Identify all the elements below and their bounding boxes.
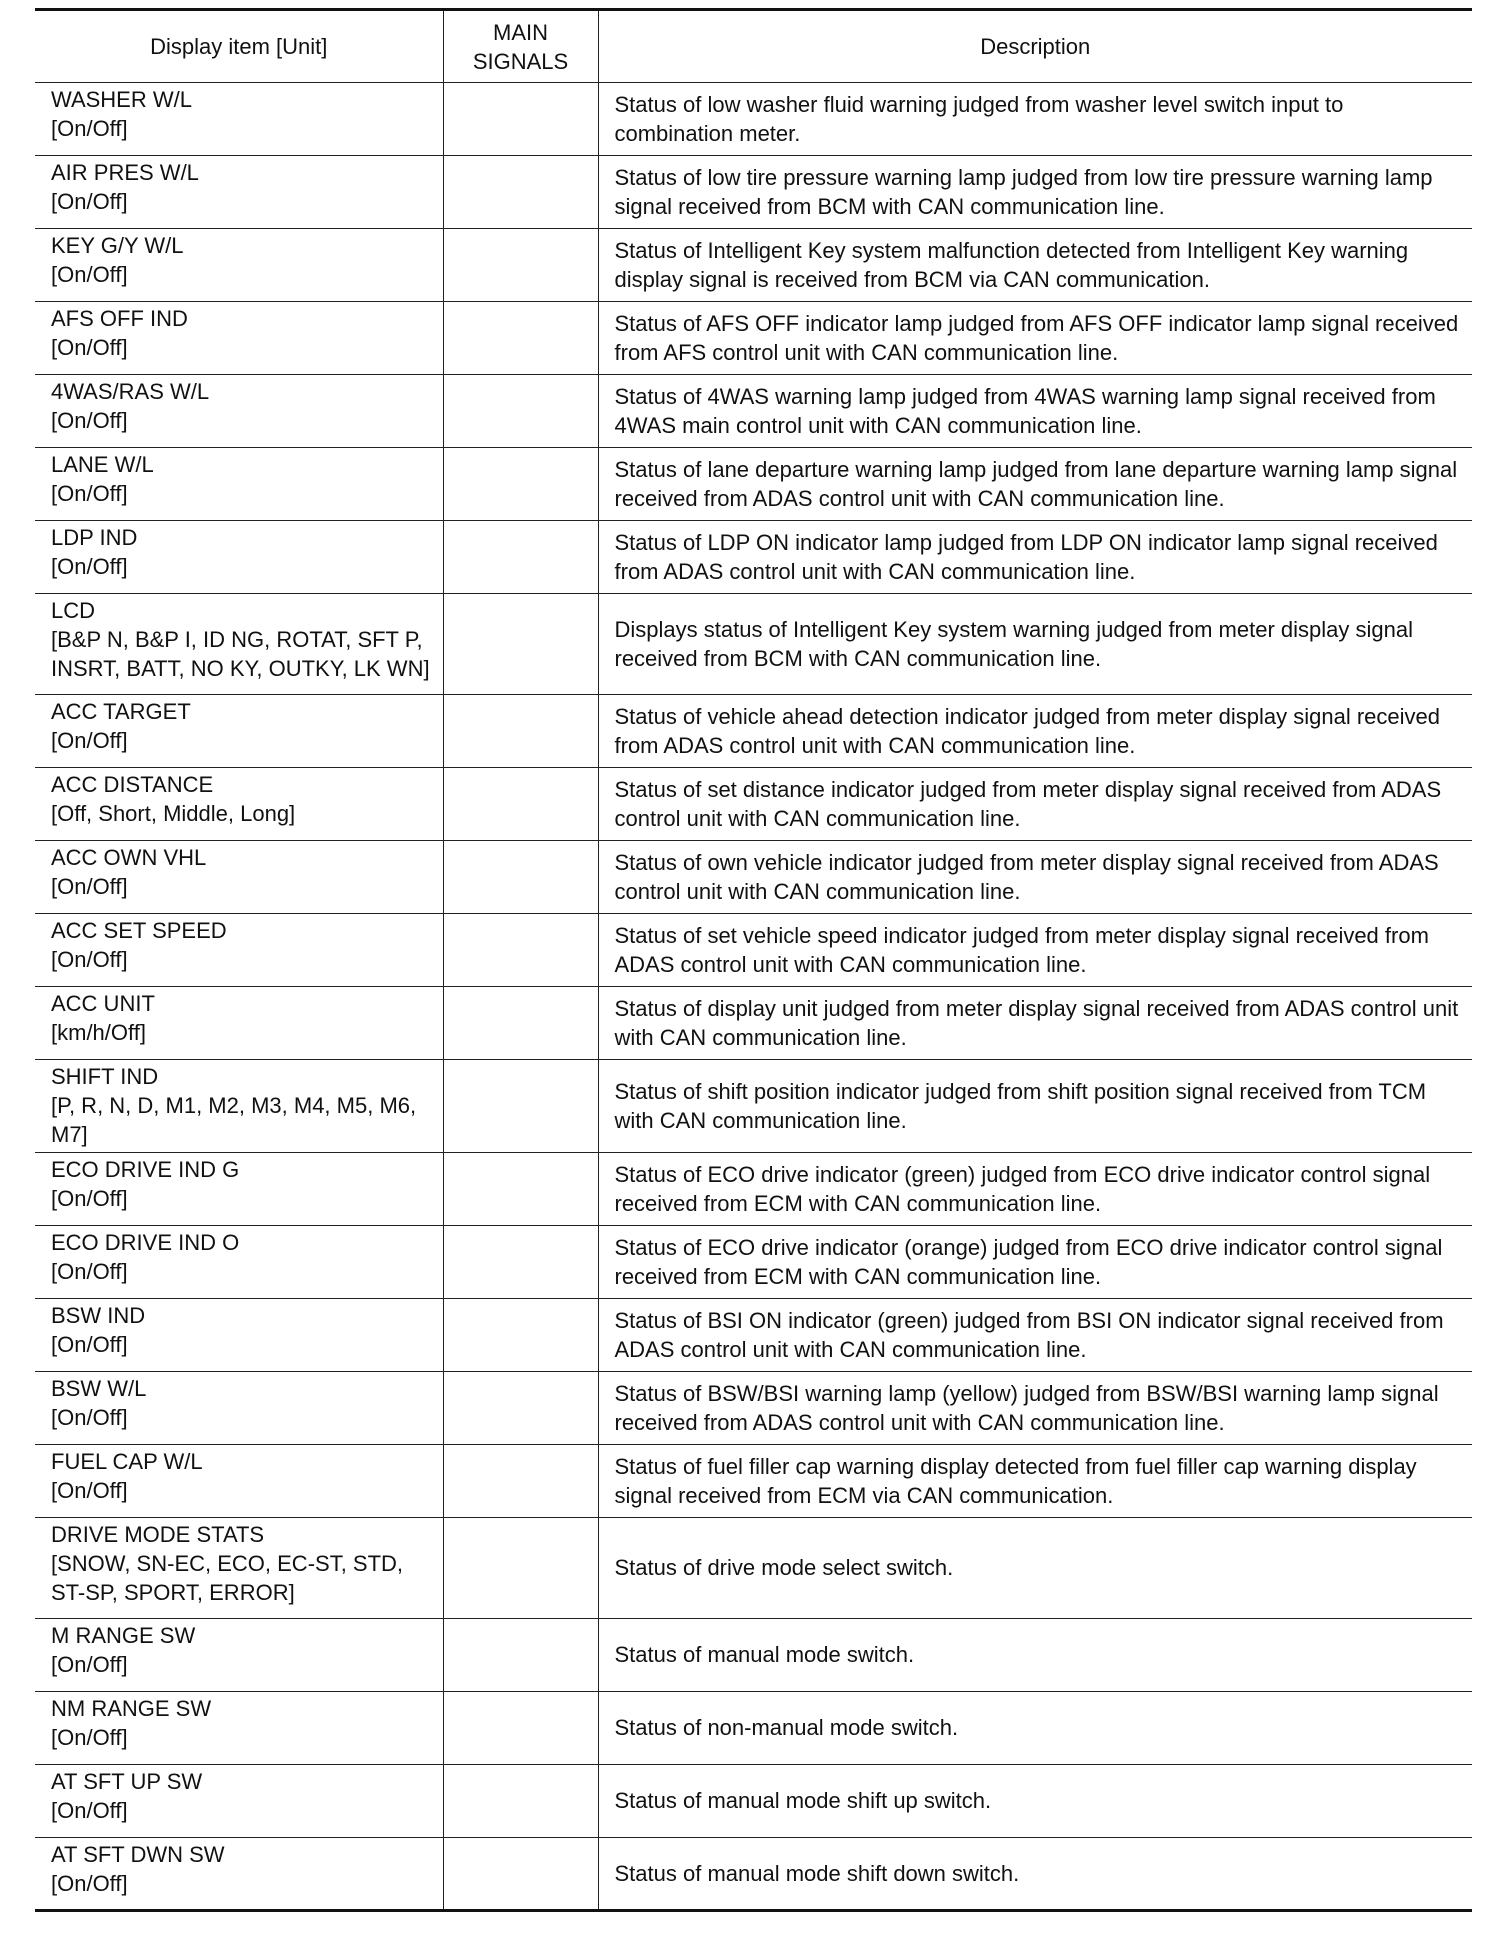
- header-display-item: Display item [Unit]: [35, 10, 443, 83]
- display-item-unit: [SNOW, SN-EC, ECO, EC-ST, STD, ST-SP, SPORT, ERROR]: [51, 1551, 404, 1605]
- table-row: [35, 768, 1472, 841]
- header-main-signals-line2: SIGNALS: [472, 48, 569, 74]
- display-item-name: ACC TARGET: [51, 699, 191, 724]
- table-row: [35, 521, 1472, 594]
- main-signals-cell: [443, 83, 598, 156]
- table-row: [35, 1838, 1472, 1911]
- display-item-name: WASHER W/L: [51, 87, 192, 112]
- description-cell: Status of ECO drive indicator (orange) judged from ECO drive indicator control signal received from ECM with CAN communication line.: [598, 1226, 1472, 1299]
- display-item-name: AT SFT DWN SW: [51, 1842, 225, 1867]
- display-item-name: NM RANGE SW: [51, 1696, 212, 1721]
- display-item-unit: [km/h/Off]: [51, 1020, 146, 1045]
- table-row: [35, 1765, 1472, 1838]
- table-row: [35, 1692, 1472, 1765]
- display-item-name: ACC DISTANCE: [51, 772, 214, 797]
- display-item-unit: [On/Off]: [51, 1186, 128, 1211]
- description-cell: Status of fuel filler cap warning display detected from fuel filler cap warning display signal received from ECM via CAN communication.: [598, 1445, 1472, 1518]
- display-item-unit: [On/Off]: [51, 1652, 128, 1677]
- main-signals-cell: [443, 1619, 598, 1692]
- display-item-unit: [P, R, N, D, M1, M2, M3, M4, M5, M6, M7]: [51, 1093, 417, 1147]
- main-signals-cell: [443, 768, 598, 841]
- table-row: [35, 841, 1472, 914]
- display-item-unit: [On/Off]: [51, 408, 128, 433]
- display-item-unit: [On/Off]: [51, 481, 128, 506]
- display-item-name: ECO DRIVE IND G: [51, 1157, 240, 1182]
- table-row: [35, 448, 1472, 521]
- description-cell: Status of low washer fluid warning judged from washer level switch input to combination meter.: [598, 83, 1472, 156]
- description-cell: Status of set vehicle speed indicator judged from meter display signal received from ADAS control unit with CAN communication line.: [598, 914, 1472, 987]
- main-signals-cell: [443, 1153, 598, 1226]
- description-cell: Displays status of Intelligent Key system warning judged from meter display signal received from BCM with CAN communication line.: [598, 594, 1472, 695]
- main-signals-cell: [443, 448, 598, 521]
- display-item-unit: [On/Off]: [51, 1405, 128, 1430]
- description-cell: Status of AFS OFF indicator lamp judged from AFS OFF indicator lamp signal received from AFS control unit with CAN communication line.: [598, 302, 1472, 375]
- display-item-name: KEY G/Y W/L: [51, 233, 184, 258]
- table-row: [35, 1445, 1472, 1518]
- main-signals-cell: [443, 1765, 598, 1838]
- display-item-unit: [On/Off]: [51, 189, 128, 214]
- display-item-name: ACC OWN VHL: [51, 845, 207, 870]
- table-row: [35, 695, 1472, 768]
- header-description: Description: [598, 10, 1472, 83]
- table-row: [35, 594, 1472, 695]
- display-item-cell: [35, 594, 443, 695]
- display-item-unit: [On/Off]: [51, 116, 128, 141]
- main-signals-cell: [443, 1518, 598, 1619]
- display-item-unit: [On/Off]: [51, 947, 128, 972]
- display-item-cell: [35, 1372, 443, 1445]
- table-row: [35, 229, 1472, 302]
- display-item-name: BSW IND: [51, 1303, 146, 1328]
- display-item-cell: [35, 1299, 443, 1372]
- table-row: [35, 1226, 1472, 1299]
- display-item-cell: [35, 302, 443, 375]
- display-item-cell: [35, 375, 443, 448]
- description-cell: Status of Intelligent Key system malfunction detected from Intelligent Key warning display signal is received from BCM via CAN communication.: [598, 229, 1472, 302]
- main-signals-cell: [443, 1226, 598, 1299]
- description-cell: Status of set distance indicator judged from meter display signal received from ADAS control unit with CAN communication line.: [598, 768, 1472, 841]
- main-signals-cell: [443, 1838, 598, 1911]
- display-item-name: AFS OFF IND: [51, 306, 188, 331]
- main-signals-cell: [443, 841, 598, 914]
- display-item-name: LDP IND: [51, 525, 138, 550]
- description-cell: Status of manual mode shift down switch.: [598, 1838, 1472, 1911]
- main-signals-cell: [443, 302, 598, 375]
- description-cell: Status of display unit judged from meter display signal received from ADAS control unit with CAN communication line.: [598, 987, 1472, 1060]
- display-item-unit: [Off, Short, Middle, Long]: [51, 801, 296, 826]
- display-item-unit: [On/Off]: [51, 1478, 128, 1503]
- header-row: [35, 10, 1472, 83]
- display-item-unit: [On/Off]: [51, 728, 128, 753]
- display-item-name: ACC SET SPEED: [51, 918, 227, 943]
- table-row: [35, 1372, 1472, 1445]
- description-cell: Status of manual mode shift up switch.: [598, 1765, 1472, 1838]
- display-item-cell: [35, 841, 443, 914]
- display-item-unit: [On/Off]: [51, 874, 128, 899]
- description-cell: Status of lane departure warning lamp judged from lane departure warning lamp signal received from ADAS control unit with CAN communication line.: [598, 448, 1472, 521]
- display-item-name: LCD: [51, 598, 96, 623]
- description-cell: Status of non-manual mode switch.: [598, 1692, 1472, 1765]
- display-item-cell: [35, 1765, 443, 1838]
- main-signals-cell: [443, 156, 598, 229]
- description-cell: Status of BSW/BSI warning lamp (yellow) judged from BSW/BSI warning lamp signal received from ADAS control unit with CAN communication line.: [598, 1372, 1472, 1445]
- table-row: [35, 1299, 1472, 1372]
- main-signals-cell: [443, 695, 598, 768]
- display-item-cell: [35, 1153, 443, 1226]
- display-item-cell: [35, 229, 443, 302]
- display-item-cell: [35, 1838, 443, 1911]
- display-item-name: SHIFT IND: [51, 1064, 159, 1089]
- main-signals-cell: [443, 229, 598, 302]
- display-item-name: AT SFT UP SW: [51, 1769, 203, 1794]
- description-cell: Status of drive mode select switch.: [598, 1518, 1472, 1619]
- display-item-unit: [On/Off]: [51, 262, 128, 287]
- main-signals-cell: [443, 521, 598, 594]
- table-row: [35, 914, 1472, 987]
- description-cell: Status of LDP ON indicator lamp judged from LDP ON indicator lamp signal received from ADAS control unit with CAN communication line.: [598, 521, 1472, 594]
- display-item-unit: [On/Off]: [51, 1332, 128, 1357]
- table-row: [35, 156, 1472, 229]
- description-cell: Status of 4WAS warning lamp judged from 4WAS warning lamp signal received from 4WAS main control unit with CAN communication line.: [598, 375, 1472, 448]
- display-item-unit: [On/Off]: [51, 1259, 128, 1284]
- display-item-cell: [35, 768, 443, 841]
- description-cell: Status of own vehicle indicator judged from meter display signal received from ADAS control unit with CAN communication line.: [598, 841, 1472, 914]
- display-item-name: M RANGE SW: [51, 1623, 196, 1648]
- description-cell: Status of BSI ON indicator (green) judged from BSI ON indicator signal received from ADAS control unit with CAN communication line.: [598, 1299, 1472, 1372]
- header-main-signals-line1: MAIN: [493, 19, 548, 45]
- main-signals-cell: [443, 1445, 598, 1518]
- table-row: [35, 1153, 1472, 1226]
- display-item-name: AIR PRES W/L: [51, 160, 199, 185]
- description-cell: Status of vehicle ahead detection indicator judged from meter display signal received from ADAS control unit with CAN communication line.: [598, 695, 1472, 768]
- display-item-cell: [35, 1692, 443, 1765]
- display-item-unit: [B&P N, B&P I, ID NG, ROTAT, SFT P, INSRT, BATT, NO KY, OUTKY, LK WN]: [51, 627, 430, 681]
- main-signals-cell: [443, 987, 598, 1060]
- table-row: [35, 375, 1472, 448]
- main-signals-cell: [443, 594, 598, 695]
- display-item-unit: [On/Off]: [51, 1871, 128, 1896]
- description-cell: Status of manual mode switch.: [598, 1619, 1472, 1692]
- display-item-cell: [35, 1445, 443, 1518]
- display-item-cell: [35, 695, 443, 768]
- display-item-name: ACC UNIT: [51, 991, 155, 1016]
- display-item-name: ECO DRIVE IND O: [51, 1230, 240, 1255]
- display-item-cell: [35, 448, 443, 521]
- description-cell: Status of ECO drive indicator (green) judged from ECO drive indicator control signal received from ECM with CAN communication line.: [598, 1153, 1472, 1226]
- display-item-cell: [35, 987, 443, 1060]
- display-item-table: [35, 8, 1472, 1912]
- table-row: [35, 1619, 1472, 1692]
- display-item-unit: [On/Off]: [51, 1725, 128, 1750]
- display-item-name: 4WAS/RAS W/L: [51, 379, 210, 404]
- display-item-cell: [35, 156, 443, 229]
- table-row: [35, 1060, 1472, 1153]
- display-item-name: LANE W/L: [51, 452, 154, 477]
- main-signals-cell: [443, 1299, 598, 1372]
- table-body: [35, 83, 1472, 1911]
- display-item-name: DRIVE MODE STATS: [51, 1522, 265, 1547]
- table-row: [35, 987, 1472, 1060]
- display-item-unit: [On/Off]: [51, 335, 128, 360]
- display-item-cell: [35, 521, 443, 594]
- description-cell: Status of low tire pressure warning lamp judged from low tire pressure warning lamp signal received from BCM with CAN communication line.: [598, 156, 1472, 229]
- main-signals-cell: [443, 1372, 598, 1445]
- display-item-cell: [35, 914, 443, 987]
- display-item-cell: [35, 83, 443, 156]
- main-signals-cell: [443, 914, 598, 987]
- description-cell: Status of shift position indicator judged from shift position signal received from TCM with CAN communication line.: [598, 1060, 1472, 1153]
- display-item-unit: [On/Off]: [51, 1798, 128, 1823]
- display-item-cell: [35, 1226, 443, 1299]
- table-row: [35, 83, 1472, 156]
- main-signals-cell: [443, 1692, 598, 1765]
- display-item-cell: [35, 1060, 443, 1153]
- display-item-unit: [On/Off]: [51, 554, 128, 579]
- main-signals-cell: [443, 375, 598, 448]
- display-item-cell: [35, 1518, 443, 1619]
- display-item-name: FUEL CAP W/L: [51, 1449, 203, 1474]
- table-row: [35, 302, 1472, 375]
- table-row: [35, 1518, 1472, 1619]
- display-item-cell: [35, 1619, 443, 1692]
- main-signals-cell: [443, 1060, 598, 1153]
- display-item-name: BSW W/L: [51, 1376, 147, 1401]
- header-main-signals: [443, 10, 598, 83]
